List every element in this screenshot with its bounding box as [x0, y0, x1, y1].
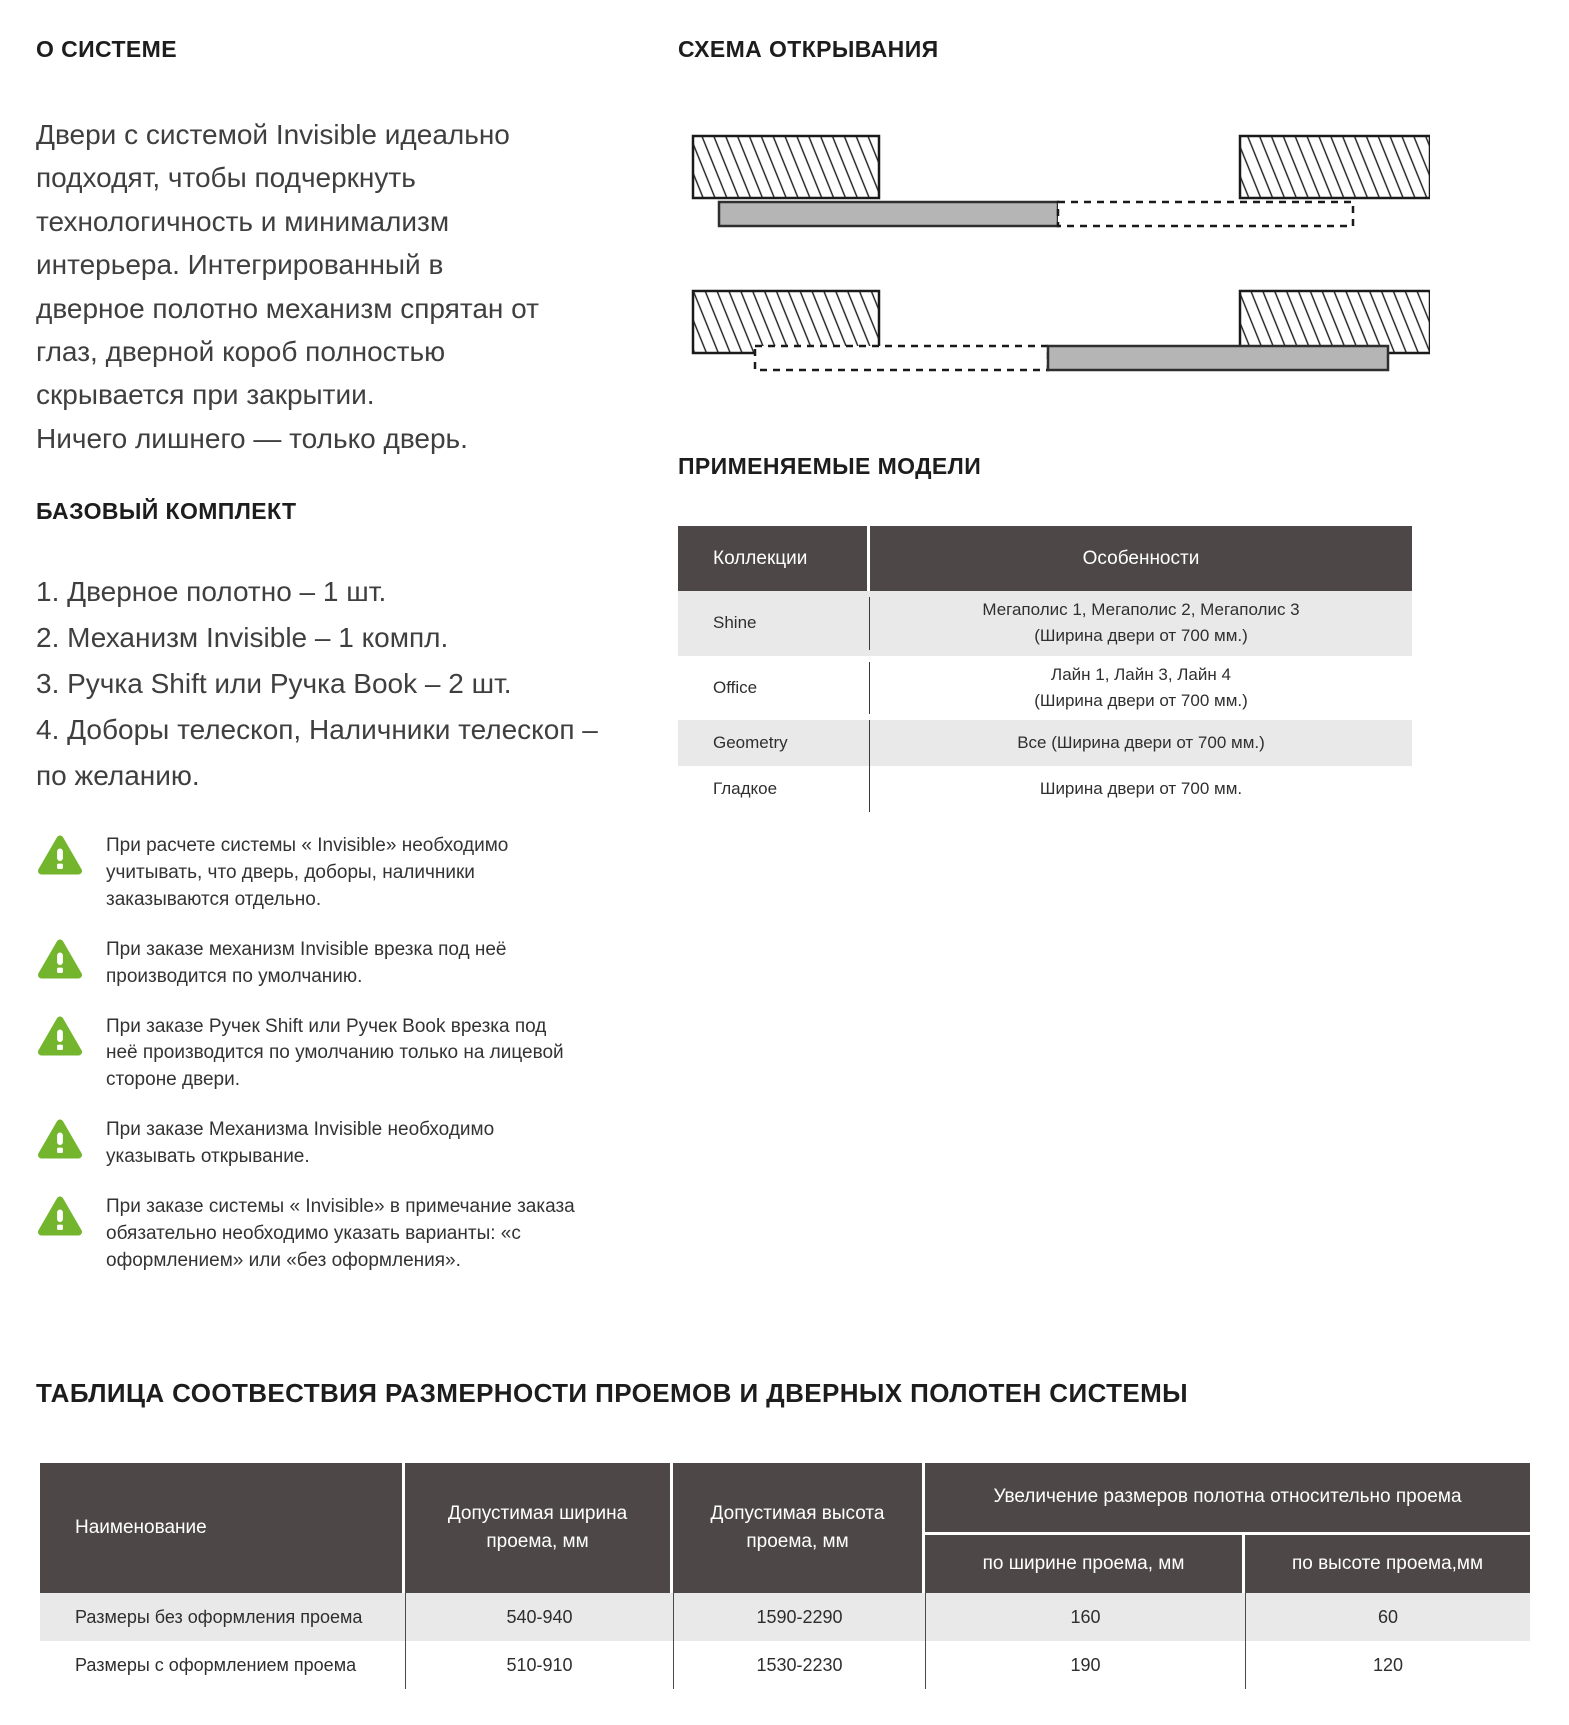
door-closed-position-1	[1058, 202, 1353, 226]
about-paragraph	[36, 113, 541, 460]
warning-icon	[38, 1016, 82, 1056]
row-width: 510-910	[405, 1641, 673, 1689]
base-kit-list	[36, 569, 616, 799]
models-row	[678, 656, 1412, 721]
models-header-features: Особенности	[870, 526, 1412, 591]
size-table-section	[0, 1378, 1569, 1689]
models-title: ПРИМЕНЯЕМЫЕ МОДЕЛИ	[678, 453, 982, 479]
left-column	[0, 0, 640, 1340]
size-header-width: Допустимая ширина проема, мм	[405, 1463, 673, 1593]
warning-icon	[38, 939, 82, 979]
warning-icon	[38, 835, 82, 875]
size-table-row	[40, 1641, 1530, 1689]
collection-name: Office	[678, 662, 870, 715]
models-table-header	[678, 526, 1412, 591]
door-open-position-1	[719, 202, 1058, 226]
size-table-title: ТАБЛИЦА СООТВЕСТВИЯ РАЗМЕРНОСТИ ПРОЕМОВ И ДВЕРНЫХ ПОЛОТЕН СИСТЕМЫ	[36, 1378, 1189, 1408]
row-width: 540-940	[405, 1593, 673, 1641]
warning-item	[36, 937, 596, 991]
warning-item	[36, 833, 596, 914]
about-text-main: Двери с системой Invisible идеально подходят, чтобы подчеркнуть технологичность и минимализм интерьера. Интегрированный в дверное полотно механизм спрятан от глаз, дверной короб полностью скрывается при закрытии.	[36, 119, 539, 411]
wall-hatch-right-2	[1240, 291, 1430, 353]
size-header-name: Наименование	[40, 1463, 405, 1593]
door-closed-position-2	[755, 346, 1048, 370]
warning-text: При заказе Ручек Shift или Ручек Book врезка под неё производится по умолчанию только на лицевой стороне двери.	[106, 1015, 564, 1091]
warning-item	[36, 1117, 596, 1171]
collection-name: Гладкое	[678, 766, 870, 812]
size-table	[40, 1463, 1530, 1689]
about-text-tagline: Ничего лишнего — только дверь.	[36, 422, 468, 454]
door-open-position-2	[1048, 346, 1388, 370]
wall-hatch-right-1	[1240, 136, 1430, 198]
warning-item	[36, 1194, 596, 1275]
models-header-collections: Коллекции	[678, 526, 870, 591]
collection-features	[870, 766, 1412, 812]
collection-name: Geometry	[678, 720, 870, 766]
row-inc-width: 160	[925, 1593, 1245, 1641]
row-inc-height: 120	[1245, 1641, 1530, 1689]
models-row	[678, 591, 1412, 656]
warning-text: При заказе механизм Invisible врезка под неё производится по умолчанию.	[106, 938, 507, 987]
size-header-group: Увеличение размеров полотна относительно проема	[925, 1463, 1530, 1535]
warning-text: При заказе системы « Invisible» в примечание заказа обязательно необходимо указать варианты: «с оформлением» или «без оформления».	[106, 1196, 575, 1272]
warning-text: При расчете системы « Invisible» необходимо учитывать, что дверь, доборы, наличники заказываются отдельно.	[106, 834, 509, 910]
features-line: (Ширина двери от 700 мм.)	[1034, 626, 1248, 646]
size-header-by-width: по ширине проема, мм	[925, 1535, 1245, 1593]
models-table	[678, 526, 1412, 812]
features-line: Ширина двери от 700 мм.	[1039, 779, 1243, 799]
wall-hatch-left-1	[693, 136, 879, 198]
collection-name: Shine	[678, 597, 870, 650]
base-kit-item: 1. Дверное полотно – 1 шт.	[36, 576, 387, 608]
models-row	[678, 766, 1412, 812]
row-inc-width: 190	[925, 1641, 1245, 1689]
base-kit-item: 3. Ручка Shift или Ручка Book – 2 шт.	[36, 667, 512, 699]
warning-text: При заказе Механизма Invisible необходимо указывать открывание.	[106, 1119, 495, 1168]
about-title: О СИСТЕМЕ	[36, 36, 177, 62]
size-table-row	[40, 1593, 1530, 1641]
warning-item	[36, 1014, 596, 1095]
size-header-by-height: по высоте проема,мм	[1245, 1535, 1530, 1593]
row-name: Размеры с оформлением проема	[75, 1654, 357, 1675]
row-inc-height: 60	[1245, 1593, 1530, 1641]
features-line: Лайн 1, Лайн 3, Лайн 4	[1051, 664, 1231, 684]
features-line: (Ширина двери от 700 мм.)	[1034, 691, 1248, 711]
base-kit-item: 2. Механизм Invisible – 1 компл.	[36, 622, 449, 654]
right-column	[640, 0, 1569, 1340]
features-line: Все (Ширина двери от 700 мм.)	[1017, 733, 1265, 753]
row-height: 1590-2290	[673, 1593, 925, 1641]
row-name: Размеры без оформления проема	[75, 1606, 363, 1627]
warning-icon	[38, 1119, 82, 1159]
collection-features	[870, 597, 1412, 650]
base-kit-item: 4. Доборы телескоп, Наличники телескоп – по желанию.	[36, 713, 598, 791]
wall-hatch-left-2	[693, 291, 879, 353]
scheme-title: СХЕМА ОТКРЫВАНИЯ	[678, 36, 939, 62]
collection-features	[870, 662, 1412, 715]
warning-icon	[38, 1196, 82, 1236]
models-row	[678, 720, 1412, 766]
base-kit-title: БАЗОВЫЙ КОМПЛЕКТ	[36, 498, 297, 525]
size-header-height: Допустимая высота проема, мм	[673, 1463, 925, 1593]
features-line: Мегаполис 1, Мегаполис 2, Мегаполис 3	[982, 600, 1300, 619]
row-height: 1530-2230	[673, 1641, 925, 1689]
collection-features	[870, 720, 1412, 766]
size-table-header	[40, 1463, 1530, 1593]
opening-scheme-diagram	[678, 121, 1430, 381]
warnings-list	[36, 833, 596, 1276]
